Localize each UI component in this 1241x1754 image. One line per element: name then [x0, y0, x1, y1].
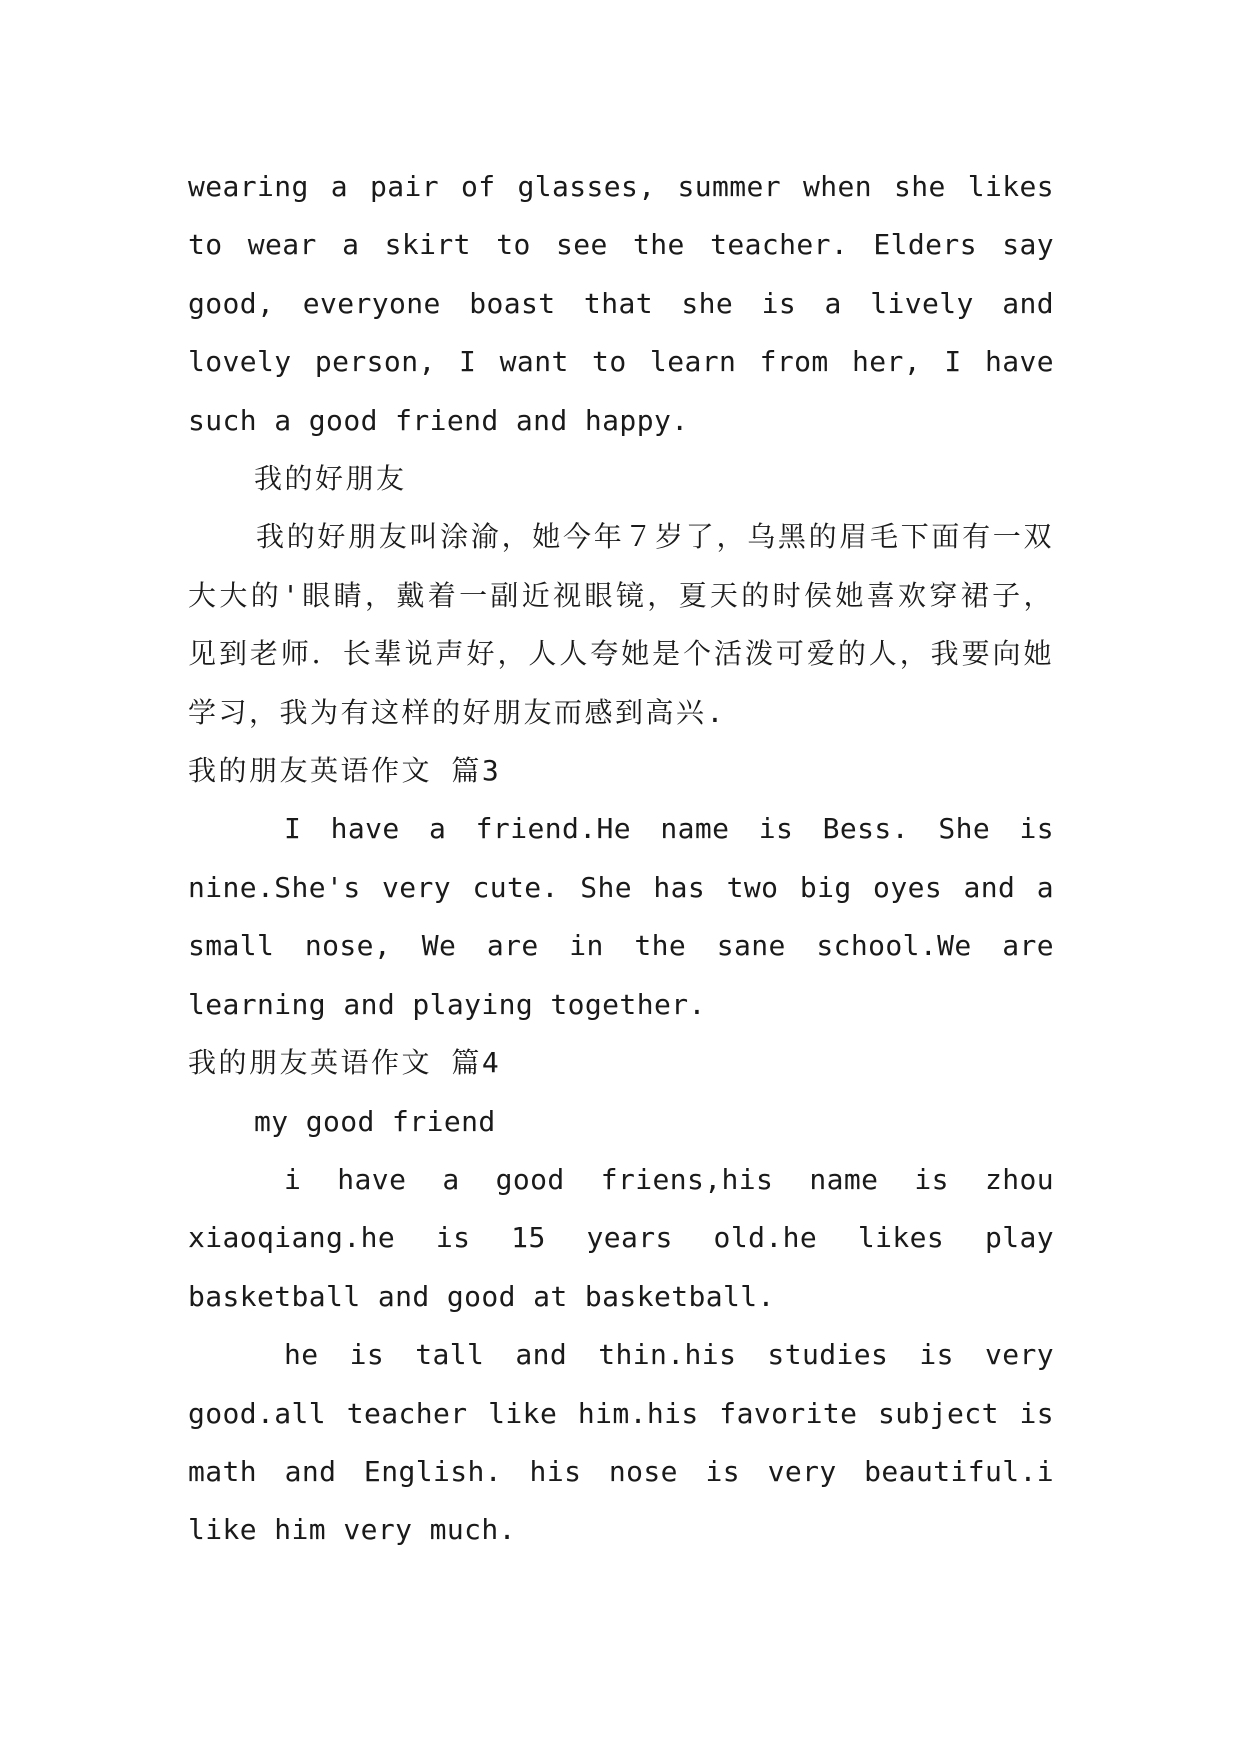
section-heading-3: 我的朋友英语作文 篇3 — [188, 754, 502, 788]
document-body — [188, 158, 1054, 1560]
paragraph-essay-4-part-2: he is tall and thin.his studies is very good.all teacher like him.his favorite subject is math and English. his nose is very beautiful.i like him very much. — [188, 1338, 1054, 1547]
paragraph-chinese-essay: 我的好朋友叫涂渝，她今年７岁了，乌黑的眉毛下面有一双大大的'眼睛，戴着一副近视眼镜，夏天的时侯她喜欢穿裙子，见到老师．长辈说声好，人人夸她是个活泼可爱的人，我要向她学习，我为有这样的好朋友而感到高兴. — [188, 520, 1054, 729]
essay-4-title: my good friend — [254, 1104, 496, 1138]
paragraph-english-description: wearing a pair of glasses, summer when she likes to wear a skirt to see the teacher. Elders say good, everyone boast that she is a lively and lovely person, I want to learn from her, I have such a good friend and happy. — [188, 170, 1054, 437]
paragraph-essay-4-part-1: i have a good friens,his name is zhou xiaoqiang.he is 15 years old.he likes play basketball and good at basketball. — [188, 1162, 1054, 1313]
chinese-essay-title: 我的好朋友 — [254, 462, 407, 496]
section-heading-4: 我的朋友英语作文 篇4 — [188, 1046, 502, 1080]
paragraph-essay-3: I have a friend.He name is Bess. She is nine.She's very cute. She has two big oyes and a small nose, We are in the sane school.We are learning and playing together. — [188, 812, 1054, 1021]
